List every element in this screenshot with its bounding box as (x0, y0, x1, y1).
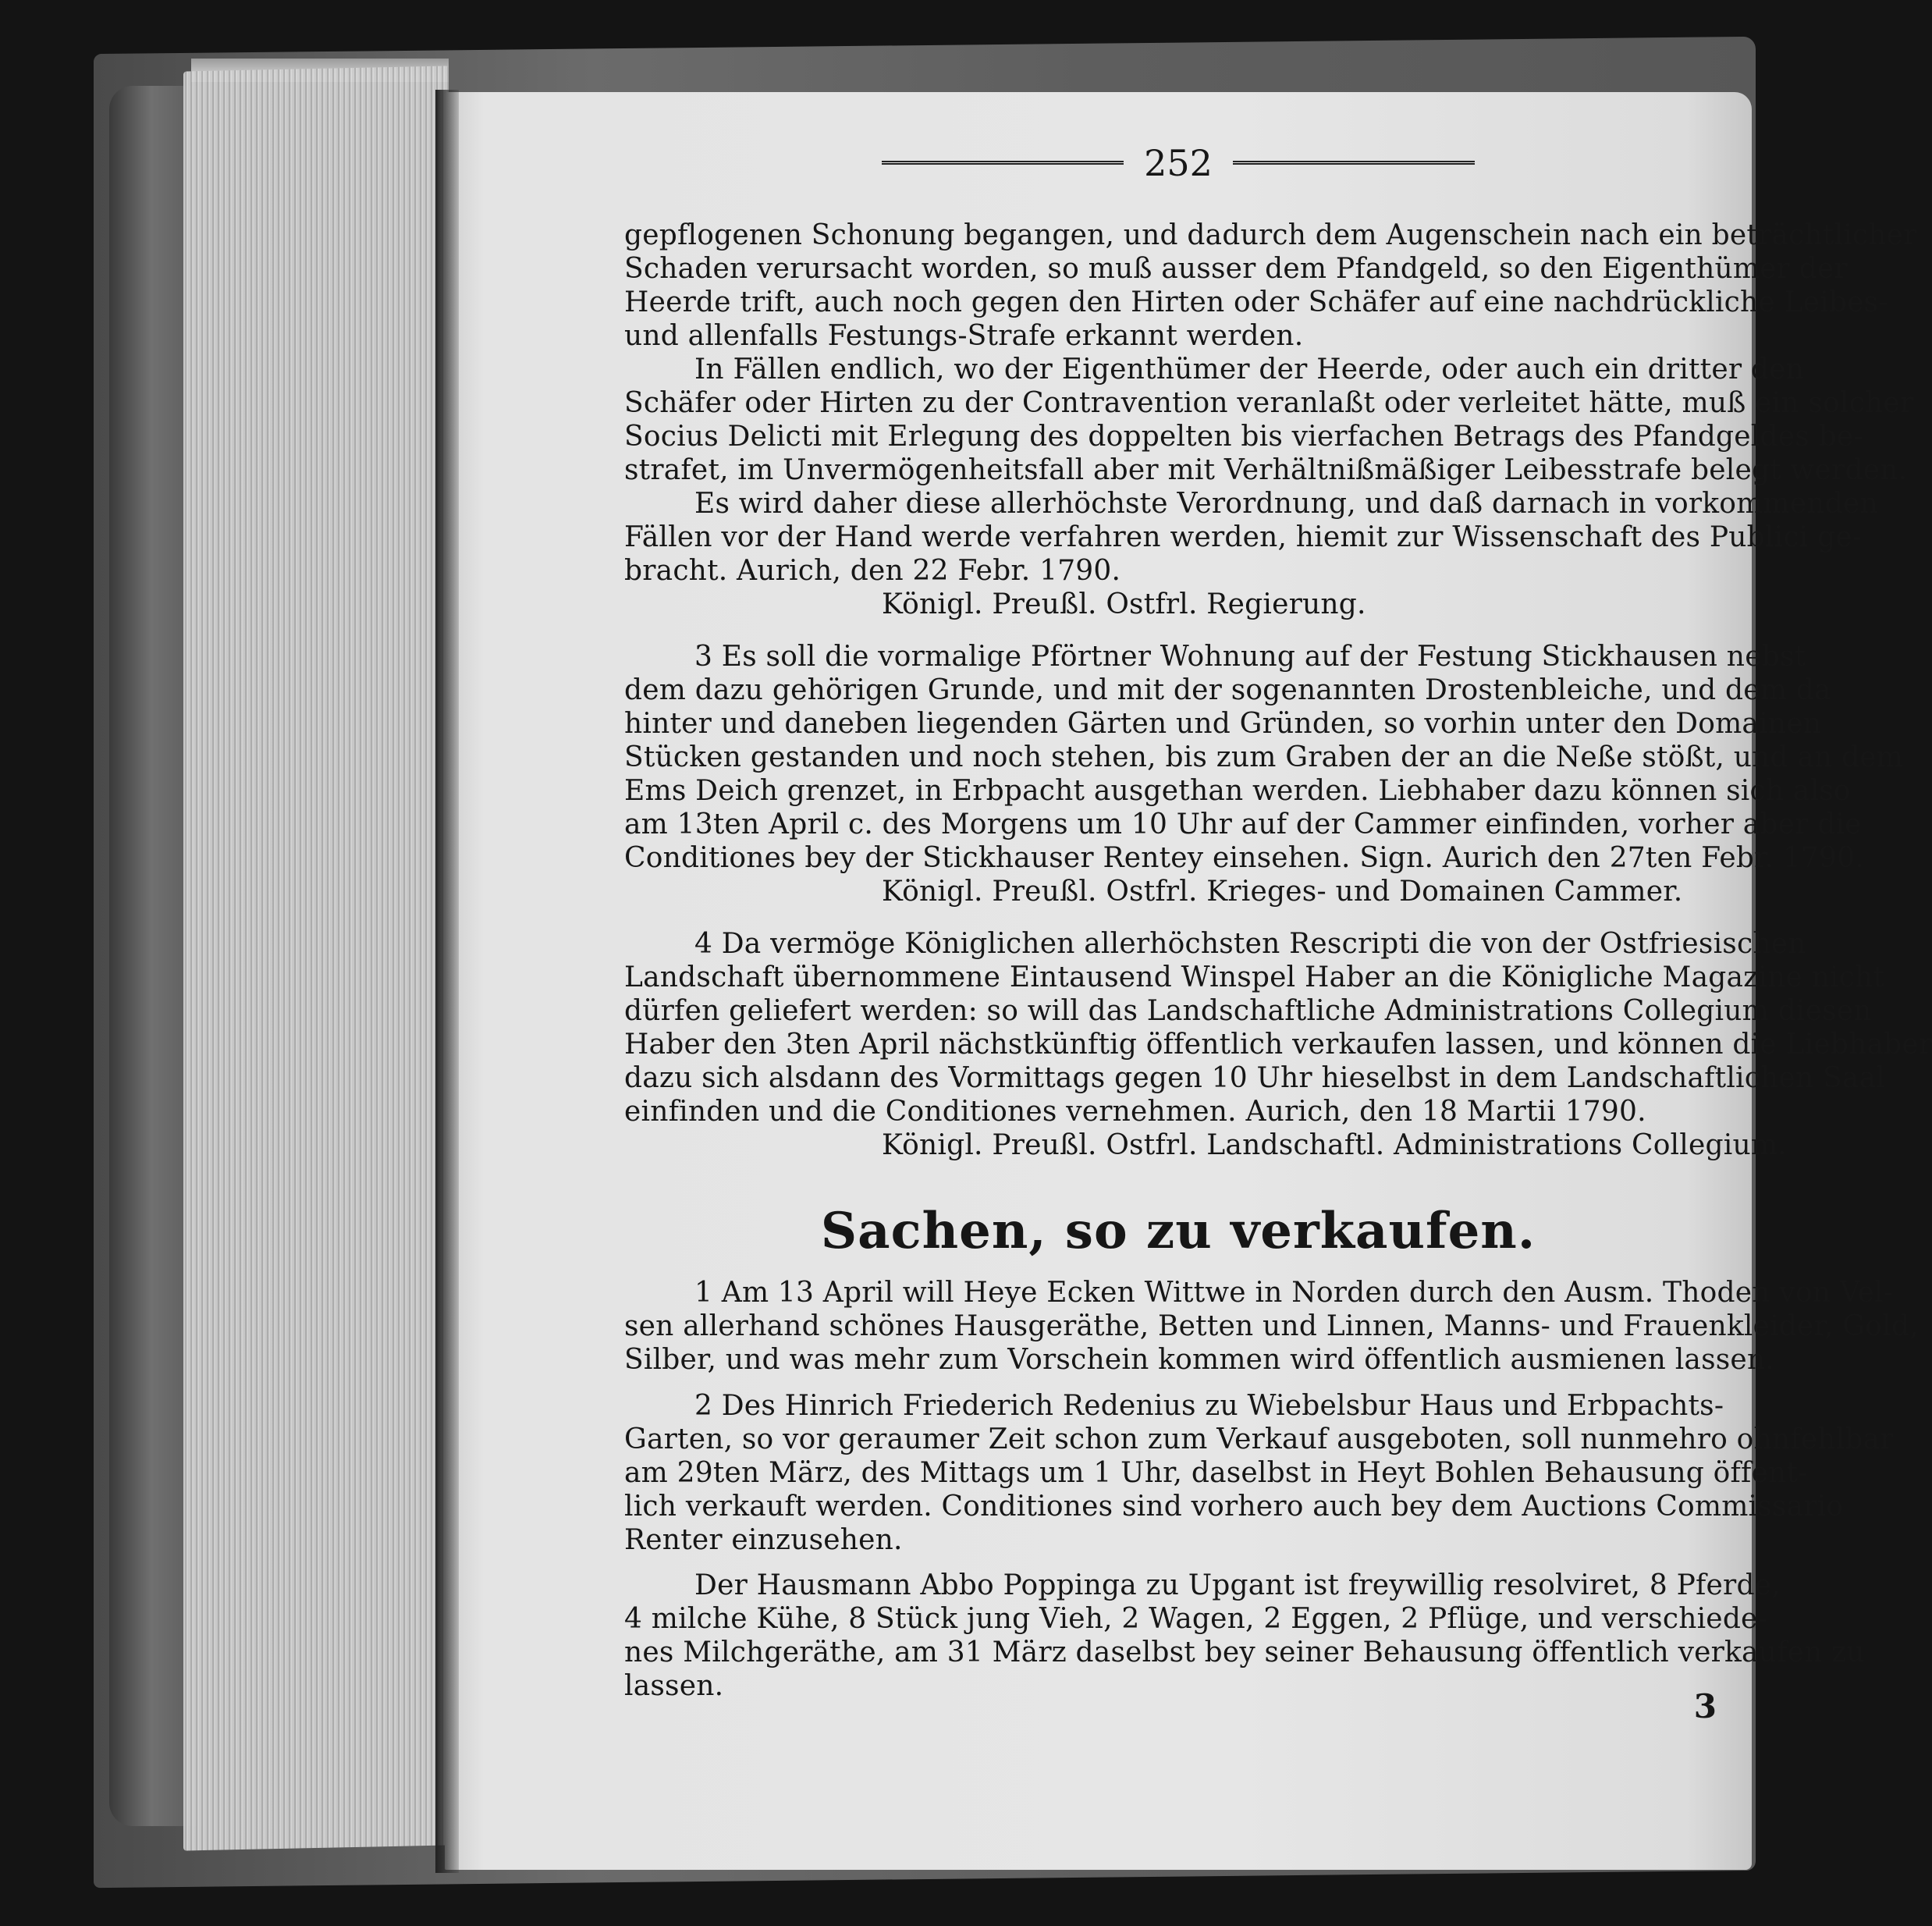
section-title: Sachen, so zu verkaufen. (820, 1202, 1536, 1260)
header-rule-left (882, 161, 1124, 176)
text-line: Fällen vor der Hand werde verfahren werden, hiemit zur Wissenschaft des Publici ge- (624, 521, 1863, 553)
page-number: 252 (1144, 142, 1213, 184)
text-line: einfinden und die Conditiones vernehmen. Aurich, den 18 Martii 1790. (624, 1096, 1646, 1128)
notice-item-4 (624, 927, 1932, 1162)
text-line: dazu sich alsdann des Vormittags gegen 10 Uhr hieselbst in dem Landschaftlichen Saal (624, 1062, 1885, 1094)
sale-item-3 (624, 1569, 1865, 1703)
signature-line: Königl. Preußl. Ostfrl. Regierung. (882, 588, 1366, 620)
catchword: 3 (1693, 1687, 1717, 1725)
text-line: lich verkauft werden. Conditiones sind vorhero auch bey dem Auctions Commissario (624, 1491, 1844, 1523)
sale-item-2 (624, 1389, 1894, 1557)
text-line: Es wird daher diese allerhöchste Verordnung, und daß darnach in vorkommenden (694, 488, 1878, 520)
text-line: lassen. (624, 1670, 724, 1702)
text-line: Stücken gestanden und noch stehen, bis zum Graben der an die Neße stößt, und an dem (624, 741, 1904, 773)
text-line: 1 Am 13 April will Heye Ecken Wittwe in Norden durch den Ausm. Thoden von Vel- (694, 1277, 1894, 1309)
text-line: Schäfer oder Hirten zu der Contravention veranlaßt oder verleitet hätte, muß ein solcher (624, 387, 1914, 419)
text-line: nes Milchgeräthe, am 31 März daselbst bey seiner Behausung öffentlich verkaufen zu (624, 1636, 1865, 1668)
text-line: hinter und daneben liegenden Gärten und Gründen, so vorhin unter den Domainen (624, 708, 1822, 740)
gutter-shadow (435, 90, 459, 1873)
signature-line: Königl. Preußl. Ostfrl. Krieges- und Domainen Cammer. (882, 876, 1683, 908)
signature-line: Königl. Preußl. Ostfrl. Landschaftl. Administrations Collegium. (882, 1129, 1787, 1161)
paragraph (624, 487, 1878, 621)
text-line: In Fällen endlich, wo der Eigenthümer der Heerde, oder auch ein dritter den (694, 354, 1805, 386)
text-line: bracht. Aurich, den 22 Febr. 1790. (624, 555, 1121, 587)
text-line: 4 milche Kühe, 8 Stück jung Vieh, 2 Wagen, 2 Eggen, 2 Pflüge, und verschiede- (624, 1603, 1767, 1635)
text-line: sen allerhand schönes Hausgeräthe, Betten und Linnen, Manns- und Frauenkleider, Gold, (624, 1310, 1919, 1342)
text-line: 2 Des Hinrich Friederich Redenius zu Wiebelsbur Haus und Erbpachts- (694, 1390, 1724, 1422)
text-line: am 13ten April c. des Morgens um 10 Uhr auf der Cammer einfinden, vorher aber die (624, 808, 1862, 840)
text-line: Haber den 3ten April nächstkünftig öffentlich verkaufen lassen, und können die Liebhaber (624, 1029, 1932, 1061)
text-line: gepflogenen Schonung begangen, und dadurch dem Augenschein nach ein beträchtlicher (624, 219, 1917, 251)
text-line: Schaden verursacht worden, so muß ausser dem Pfandgeld, so den Eigenthümer der (624, 253, 1848, 285)
text-line: Heerde trift, auch noch gegen den Hirten oder Schäfer auf eine nachdrückliche Leibes- (624, 286, 1888, 318)
notice-item-3 (624, 640, 1904, 908)
header-rule-right (1233, 161, 1475, 176)
page-stack-edges (183, 66, 449, 1850)
sale-item-1 (624, 1276, 1919, 1377)
text-line: Conditiones bey der Stickhauser Rentey einsehen. Sign. Aurich den 27ten Febr. 1790. (624, 842, 1864, 874)
paragraph (624, 353, 1914, 487)
text-line: Ems Deich grenzet, in Erbpacht ausgethan werden. Liebhaber dazu können sich also (624, 775, 1851, 807)
text-line: 4 Da vermöge Königlichen allerhöchsten Rescripti die von der Ostfriesischen (694, 928, 1806, 960)
text-line: Renter einzusehen. (624, 1524, 903, 1556)
text-line: 3 Es soll die vormalige Pförtner Wohnung auf der Festung Stickhausen nebst (694, 641, 1806, 673)
text-line: Der Hausmann Abbo Poppinga zu Upgant ist freywillig resolviret, 8 Pferde, (694, 1569, 1781, 1601)
text-line: dem dazu gehörigen Grunde, und mit der sogenannten Drostenbleiche, und dem da (624, 674, 1831, 706)
text-line: dürfen geliefert werden: so will das Landschaftliche Administrations Collegium diesen (624, 995, 1872, 1027)
page-header (882, 142, 1475, 189)
text-line: Landschaft übernommene Eintausend Winspel Haber an die Königliche Magazine nicht (624, 961, 1885, 993)
paragraph-continuation (624, 219, 1917, 353)
text-line: und allenfalls Festungs-Strafe erkannt werden. (624, 320, 1304, 352)
text-line: strafet, im Unvermögenheitsfall aber mit Verhältnißmäßiger Leibesstrafe belegt werden. (624, 454, 1908, 486)
text-line: Silber, und was mehr zum Vorschein kommen wird öffentlich ausmienen lassen. (624, 1344, 1774, 1376)
text-line: Garten, so vor geraumer Zeit schon zum Verkauf ausgeboten, soll nunmehro ohnfehlbar (624, 1423, 1894, 1455)
text-line: am 29ten März, des Mittags um 1 Uhr, daselbst in Heyt Bohlen Behausung öffent- (624, 1457, 1808, 1489)
text-line: Socius Delicti mit Erlegung des doppelten bis vierfachen Betrags des Pfandgeldes be- (624, 421, 1863, 453)
